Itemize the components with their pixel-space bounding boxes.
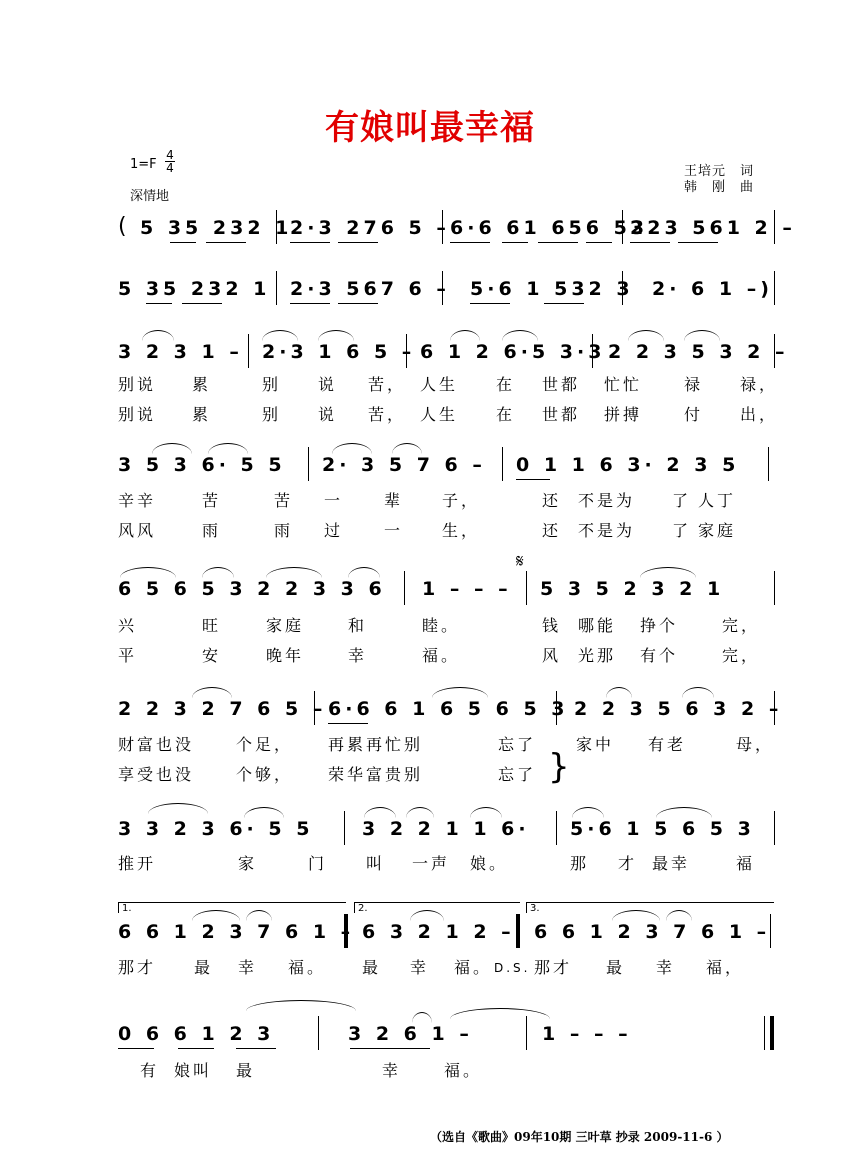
score-row-7 [112, 817, 782, 845]
barline [622, 210, 623, 244]
barline [276, 271, 277, 305]
lyric: 别说 [118, 405, 157, 424]
volta-1: 1. [118, 902, 346, 913]
score-row-1 [112, 214, 796, 244]
lyric: 有个 [640, 646, 679, 665]
barline [442, 271, 443, 305]
beam [182, 303, 222, 304]
barline [764, 1016, 765, 1050]
lyric: 个足， [236, 735, 294, 754]
slur [148, 803, 208, 814]
lyric: 娘。 [470, 854, 509, 873]
lyric: 人丁 [698, 491, 737, 510]
lyric: 生， [442, 521, 481, 540]
lyric: 辛辛 [118, 491, 157, 510]
beam [290, 303, 330, 304]
lyrics-row-6-verse-2 [112, 747, 782, 787]
measure: 5 3 5 2 3 2 1 [540, 578, 725, 600]
lyric: 哪能 [578, 616, 617, 635]
lyric: 雨 [202, 521, 222, 540]
lyric: 家庭 [266, 616, 305, 635]
lyric: 那 [570, 854, 590, 873]
measure: 2 2 3 2 7 6 5 – [118, 698, 327, 720]
lyric: 福。 [422, 646, 461, 665]
lyric: 那才 [118, 958, 157, 977]
lyric: 再累再忙别 [328, 735, 424, 754]
lyric: 付 [684, 405, 704, 424]
measure: 6 1 2 6·5 3·3 [420, 341, 606, 363]
time-bottom: 4 [166, 161, 174, 175]
measure: 0 6 6 1 2 3 [118, 1023, 275, 1045]
lyric: 睦。 [422, 616, 461, 635]
lyric: 福。 [454, 958, 493, 977]
lyric: 钱 [542, 616, 562, 635]
barline [318, 1016, 319, 1050]
score-row-4 [112, 453, 782, 481]
lyric: 母， [736, 735, 775, 754]
lyric: 最 [236, 1061, 256, 1080]
lyric: 最 [362, 958, 382, 977]
barline [502, 447, 503, 481]
lyrics-row-9 [112, 1060, 782, 1082]
lyric: 一声 [412, 854, 451, 873]
barline [774, 691, 775, 725]
lyric: 苦， [368, 405, 407, 424]
lyric: 完， [722, 646, 761, 665]
measure: 5 35 232 1 [118, 278, 271, 300]
barline [526, 1016, 527, 1050]
lyric: 累 [192, 405, 212, 424]
lyric: 幸 [656, 958, 676, 977]
beam [538, 242, 578, 243]
lyric: 娘叫 [174, 1061, 213, 1080]
lyrics-row-3-verse-2 [112, 404, 782, 426]
lyric: 别 [262, 375, 282, 394]
song-title: 有娘叫最幸福 [325, 108, 535, 148]
barline [768, 447, 769, 481]
slur [450, 1008, 550, 1019]
lyric: 和 [348, 616, 368, 635]
lyric: 出， [740, 405, 779, 424]
barline [406, 334, 407, 368]
beam [236, 1048, 276, 1049]
lyrics-row-5-verse-1 [112, 615, 782, 637]
lyric: 说 [318, 405, 338, 424]
lyric: 世都 [542, 375, 581, 394]
lyric: 拼搏 [604, 405, 643, 424]
beam [178, 1048, 214, 1049]
lyrics-row-8 [112, 957, 782, 979]
beam [586, 242, 612, 243]
beam [450, 242, 490, 243]
lyric: 才 [618, 854, 638, 873]
measure: 2· 3 5 7 6 – [322, 454, 486, 476]
lyric: 福。 [288, 958, 327, 977]
score-row-8 [112, 920, 782, 948]
composer: 韩 刚 曲 [684, 180, 755, 195]
barline [774, 334, 775, 368]
da-segno-mark: D.S. [494, 961, 531, 975]
lyric: 在 [496, 375, 516, 394]
lyric: 幸 [382, 1061, 402, 1080]
lyric: 风风 [118, 521, 157, 540]
lyric: 忙忙 [604, 375, 643, 394]
lyric: 挣个 [640, 616, 679, 635]
lyric: 光那 [578, 646, 617, 665]
measure: 2·3 1 6 5 – [262, 341, 416, 363]
expression-mark: 深情地 [130, 189, 170, 204]
barline [556, 811, 557, 845]
measure: 6 6 1 2 3 7 6 1 – [534, 921, 771, 943]
beam [678, 242, 718, 243]
barline [404, 571, 405, 605]
lyric: 最 [606, 958, 626, 977]
beam [502, 242, 528, 243]
lyric: 完， [722, 616, 761, 635]
lyric: 别说 [118, 375, 157, 394]
beam [544, 303, 584, 304]
key-signature: 1=F [130, 157, 157, 172]
lyric: 人生 [420, 375, 459, 394]
lyrics-row-4-verse-2 [112, 520, 782, 542]
lyric: 最 [194, 958, 214, 977]
section-barline [516, 914, 520, 948]
beam [118, 1048, 154, 1049]
segno-icon: 𝄋 [516, 551, 524, 572]
lyrics-row-3-verse-1 [112, 374, 782, 396]
lyric: 还 [542, 491, 562, 510]
measure: 3 2 6 1 – [348, 1023, 473, 1045]
beam [338, 242, 378, 243]
lyric: 子， [442, 491, 481, 510]
lyric: 苦， [368, 375, 407, 394]
barline [526, 571, 527, 605]
lyrics-row-5-verse-2 [112, 645, 782, 667]
measure: 6 5 6 5 3 2 2 3 3 6 [118, 578, 386, 600]
lyric: 福 [736, 854, 756, 873]
measure: 2· 6 1 –) [652, 278, 773, 300]
measure: 6 6 1 2 3 7 6 1 – [118, 921, 355, 943]
lyric: 叫 [366, 854, 386, 873]
volta-3: 3. [526, 902, 774, 913]
barline [248, 334, 249, 368]
measure: 3 3 2 3 6· 5 5 [118, 818, 314, 840]
measure: 3 2 2 1 1 6· [362, 818, 530, 840]
barline [622, 271, 623, 305]
barline [774, 811, 775, 845]
lyric: 旺 [202, 616, 222, 635]
barline [774, 210, 775, 244]
lyric: 忘了 [498, 765, 537, 784]
measure: 2·3 567 6 – [290, 278, 450, 300]
lyric: 门 [308, 854, 328, 873]
measure: 2 2 3 5 6 3 2 – [574, 698, 783, 720]
barline [276, 210, 277, 244]
lyric: 风 [542, 646, 562, 665]
verse-brace: } [548, 747, 573, 787]
lyric: 了 [672, 521, 692, 540]
lyric: 了 [672, 491, 692, 510]
barline [556, 691, 557, 725]
lyric: 家庭 [698, 521, 737, 540]
lyric: 兴 [118, 616, 138, 635]
barline [442, 210, 443, 244]
lyric: 财富也没 [118, 735, 195, 754]
lyric: 最幸 [652, 854, 691, 873]
lyric: 人生 [420, 405, 459, 424]
beam [206, 242, 246, 243]
lyric: 那才 [534, 958, 573, 977]
lyric: 晚年 [266, 646, 305, 665]
measure: 1 – – – [422, 578, 512, 600]
beam [146, 303, 172, 304]
measure: 3 5 3 6· 5 5 [118, 454, 286, 476]
open-paren: ( [118, 214, 127, 239]
lyric: 平 [118, 646, 138, 665]
barline [774, 571, 775, 605]
slur [246, 1000, 356, 1011]
lyric: 福。 [444, 1061, 483, 1080]
lyric: 幸 [238, 958, 258, 977]
lyric: 幸 [348, 646, 368, 665]
measure: 5·6 1 532 3 [470, 278, 634, 300]
lyric: 安 [202, 646, 222, 665]
barline [770, 914, 771, 948]
time-top: 4 [166, 148, 174, 162]
time-signature [163, 149, 177, 174]
lyrics-row-6-verse-1 [112, 734, 782, 756]
lyrics-row-7 [112, 853, 782, 875]
measure: 223 561 2 – [630, 217, 796, 239]
beam [170, 242, 196, 243]
measure: 5·6 1 5 6 5 3 [570, 818, 755, 840]
lyric: 辈 [384, 491, 404, 510]
lyric: 福， [706, 958, 745, 977]
beam [290, 242, 330, 243]
lyric: 在 [496, 405, 516, 424]
lyric: 雨 [274, 521, 294, 540]
barline [314, 691, 315, 725]
lyric: 世都 [542, 405, 581, 424]
lyric: 不是为 [578, 521, 636, 540]
score-row-5 [112, 551, 782, 605]
source-note: （选自《歌曲》09年10期 三叶草 抄录 2009-11-6 ） [430, 1130, 729, 1144]
lyric: 家 [238, 854, 258, 873]
volta-2: 2. [354, 902, 520, 913]
lyric: 幸 [410, 958, 430, 977]
lyric: 享受也没 [118, 765, 195, 784]
barline [344, 811, 345, 845]
beam [350, 1048, 430, 1049]
lyric: 还 [542, 521, 562, 540]
lyric: 过 [324, 521, 344, 540]
lyric: 别 [262, 405, 282, 424]
lyric: 个够， [236, 765, 294, 784]
measure: 2 2 3 5 3 2 – [608, 341, 789, 363]
lyrics-row-4-verse-1 [112, 490, 782, 512]
measure: 2·3 276 5 – [290, 217, 450, 239]
lyric: 忘了 [498, 735, 537, 754]
beam [338, 303, 378, 304]
lyric: 家中 [576, 735, 615, 754]
measure: 3 2 3 1 – [118, 341, 243, 363]
measure: 5 35 232 1 [140, 217, 293, 239]
beam [470, 303, 510, 304]
lyric: 苦 [202, 491, 222, 510]
lyric: 苦 [274, 491, 294, 510]
beam [328, 723, 368, 724]
beam [630, 242, 670, 243]
measure: 6·6 6 1 6 5 6 5 3 [328, 698, 569, 720]
final-barline [770, 1016, 774, 1050]
score-row-3 [112, 340, 789, 368]
lyricist: 王培元 词 [684, 164, 755, 179]
lyric: 不是为 [578, 491, 636, 510]
lyric: 一 [324, 491, 344, 510]
lyric: 荣华富贵别 [328, 765, 424, 784]
lyric: 说 [318, 375, 338, 394]
barline [774, 271, 775, 305]
lyric: 一 [384, 521, 404, 540]
measure: 0 1 1 6 3· 2 3 5 [516, 454, 740, 476]
barline [308, 447, 309, 481]
lyric: 禄 [684, 375, 704, 394]
lyric: 推开 [118, 854, 157, 873]
beam [516, 479, 550, 480]
lyric: 有 [140, 1061, 160, 1080]
score-row-2 [112, 277, 782, 305]
score-row-9 [112, 1022, 782, 1050]
score-row-6 [112, 697, 782, 725]
measure: 6·6 61 656 53 [450, 217, 649, 239]
lyric: 禄， [740, 375, 779, 394]
barline [592, 334, 593, 368]
lyric: 累 [192, 375, 212, 394]
repeat-barline [344, 914, 348, 948]
lyric: 有老 [648, 735, 687, 754]
measure: 1 – – – [542, 1023, 632, 1045]
measure: 6 3 2 1 2 – [362, 921, 515, 943]
